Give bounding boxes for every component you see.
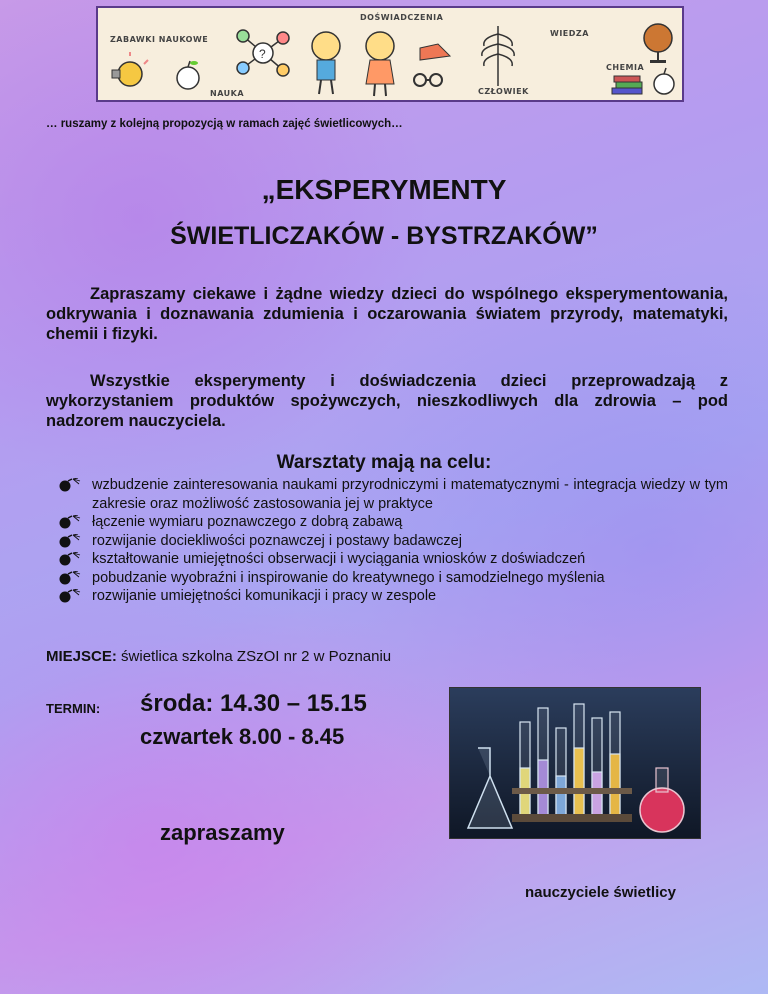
bomb-icon — [58, 515, 88, 529]
child-figure-icon — [366, 32, 394, 96]
books-icon — [612, 76, 642, 94]
shoe-icon — [420, 44, 450, 60]
term-day2: czwartek 8.00 - 8.45 — [140, 724, 345, 749]
bomb-icon — [58, 478, 88, 492]
page-title-line2: ŚWIETLICZAKÓW - BYSTRZAKÓW” — [170, 222, 598, 250]
globe-icon — [644, 24, 672, 63]
banner-label: CHEMIA — [606, 63, 645, 72]
place-value: świetlica szkolna ZSzOI nr 2 w Poznaniu — [121, 648, 392, 665]
bomb-icon — [58, 534, 88, 548]
list-item — [48, 532, 728, 551]
term-label: TERMIN: — [46, 701, 101, 716]
place-label: MIEJSCE: — [46, 648, 117, 665]
intro-text: … ruszamy z kolejną propozycją w ramach zajęć świetlicowych… — [46, 118, 403, 130]
test-tubes-illustration — [450, 688, 700, 838]
term-day1: środa: 14.30 – 15.15 — [140, 690, 367, 717]
apple-icon — [177, 61, 199, 89]
signature: nauczyciele świetlicy — [525, 884, 676, 901]
glasses-icon — [414, 74, 442, 86]
goal-text: kształtowanie umiejętności obserwacji i wyciągania wniosków z doświadczeń — [92, 551, 586, 567]
science-doodles-illustration — [98, 8, 682, 100]
goal-text: rozwijanie umiejętności komunikacji i pracy w zespole — [92, 588, 437, 604]
svg-text:?: ? — [259, 47, 266, 61]
lightbulb-icon — [112, 52, 148, 86]
list-item — [48, 587, 728, 606]
page-title-line1: „EKSPERYMENTY — [261, 174, 507, 205]
banner-label: CZŁOWIEK — [478, 87, 529, 96]
goal-text: pobudzanie wyobraźni i inspirowanie do kreatywnego i samodzielnego myślenia — [92, 569, 605, 586]
list-item — [48, 513, 728, 532]
invite-text: zapraszamy — [160, 820, 285, 845]
child-figure-icon — [312, 32, 340, 94]
banner-label: DOŚWIADCZENIA — [360, 13, 444, 22]
test-tubes-photo — [449, 687, 701, 839]
goal-text: rozwijanie dociekliwości poznawczej i postawy badawczej — [92, 532, 462, 549]
banner-label: WIEDZA — [550, 29, 589, 38]
goals-heading: Warsztaty mają na celu: — [276, 452, 492, 473]
goals-list — [48, 476, 728, 606]
banner-label: NAUKA — [210, 89, 245, 98]
goal-text: łączenie wymiaru poznawczego z dobrą zabawą — [92, 514, 403, 530]
place-info — [46, 648, 391, 665]
bomb-icon — [58, 589, 88, 603]
paragraph-text: Wszystkie eksperymenty i doświadczenia dzieci przeprowadzają z wykorzystaniem produktów spożywczych, nieszkodliwych dla zdrowia – pod nadzorem nauczyciela. — [46, 372, 728, 430]
paragraph-text: Zapraszamy ciekawe i żądne wiedzy dzieci do wspólnego eksperymentowania, odkrywania i doznawania zdumienia i oczarowania światem przyrody, matematyki, chemii i fizyki. — [46, 285, 728, 343]
invitation-paragraph — [46, 284, 728, 344]
apple-icon — [654, 68, 674, 94]
bomb-icon — [58, 552, 88, 566]
goal-text: wzbudzenie zainteresowania naukami przyrodniczymi i matematycznymi - integracja wiedzy w tym zakresie oraz możliwość zastosowania jej w praktyce — [92, 477, 728, 512]
banner-label: ZABAWKI NAUKOWE — [110, 35, 209, 44]
skeleton-icon — [482, 26, 514, 86]
header-banner — [96, 6, 684, 102]
molecule-icon — [237, 30, 289, 76]
list-item — [48, 476, 728, 513]
list-item — [48, 569, 728, 588]
bomb-icon — [58, 571, 88, 585]
list-item — [48, 550, 728, 569]
info-paragraph — [46, 371, 728, 431]
